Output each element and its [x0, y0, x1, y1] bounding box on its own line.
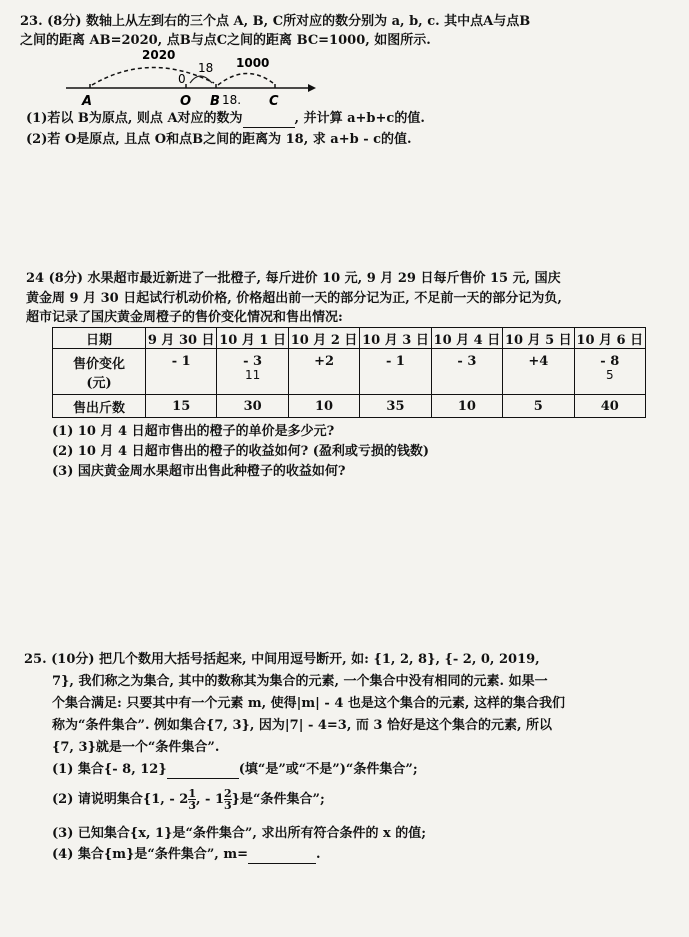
price-change-value: - 1: [385, 354, 405, 369]
answer-blank-q25-1[interactable]: [167, 761, 239, 779]
label-1000: 1000: [236, 56, 270, 70]
table-row-price-change: [53, 349, 646, 395]
answer-blank-q25-4[interactable]: [248, 846, 316, 864]
table-cell-price-change: [503, 349, 574, 395]
table-cell-sold: 15: [146, 395, 217, 418]
table-cell-sold: 35: [360, 395, 431, 418]
fraction-numerator: 1: [188, 787, 196, 800]
q25-part-1: [52, 761, 418, 779]
q25-line-1: 25. (10分) 把几个数用大括号括起来, 中间用逗号断开, 如: {1, 2, 8}, {- 2, 0, 2019,: [24, 652, 540, 667]
price-change-value: - 1: [171, 354, 191, 369]
table-cell-date: 10 月 2 日: [288, 328, 359, 349]
fraction-denominator: 3: [224, 799, 232, 812]
label-18-hand: 18.: [222, 93, 242, 107]
q25-part-1-text-b: (填“是”或“不是”)“条件集合”;: [238, 762, 418, 777]
table-cell-date: 10 月 5 日: [503, 328, 574, 349]
q23-line-1: 23. (8分) 数轴上从左到右的三个点 A, B, C所对应的数分别为 a, b, c. 其中点A与点B: [20, 14, 531, 29]
q24-part-2: (2) 10 月 4 日超市售出的橙子的收益如何? (盈利或亏损的钱数): [52, 444, 430, 459]
point-a-label: A: [82, 94, 93, 109]
q25-line-4: 称为“条件集合”. 例如集合{7, 3}, 因为|7| - 4=3, 而 3 恰好是这个集合的元素, 所以: [52, 718, 553, 733]
handwritten-mark: 11: [244, 368, 261, 382]
handwritten-mark: 5: [605, 368, 614, 382]
table-header-sold: 售出斤数: [53, 395, 146, 418]
table-header-price-change: [53, 349, 146, 395]
sales-table: [52, 327, 646, 418]
price-change-unit: (元): [86, 375, 112, 391]
q24-part-1: (1) 10 月 4 日超市售出的橙子的单价是多少元?: [52, 424, 335, 439]
q25-part-4-text-a: (4) 集合{m}是“条件集合”, m=: [52, 847, 249, 862]
label-18-arc: 18: [198, 61, 214, 75]
answer-blank-q23-1[interactable]: [243, 110, 295, 128]
label-0-hand: 0: [178, 72, 186, 86]
table-cell-sold: 30: [217, 395, 288, 418]
table-header-date: 日期: [53, 328, 146, 349]
table-cell-date: 10 月 1 日: [217, 328, 288, 349]
arc-bc: [218, 73, 273, 85]
q23-line-2: 之间的距离 AB=2020, 点B与点C之间的距离 BC=1000, 如图所示.: [20, 33, 431, 48]
q25-part-3: (3) 已知集合{x, 1}是“条件集合”, 求出所有符合条件的 x 的值;: [52, 826, 427, 841]
table-cell-price-change: [217, 349, 288, 395]
point-o-label: O: [180, 94, 192, 109]
q25-part-2-text-mid: , - 1: [195, 792, 224, 807]
fraction-numerator: 2: [224, 787, 232, 800]
arc-ab: [92, 67, 214, 85]
table-cell-date: 10 月 3 日: [360, 328, 431, 349]
q23-part-2: (2)若 O是原点, 且点 O和点B之间的距离为 18, 求 a+b - c的值.: [26, 132, 412, 147]
q25-part-1-text-a: (1) 集合{- 8, 12}: [52, 762, 167, 777]
table-cell-sold: 10: [288, 395, 359, 418]
table-cell-date: 9 月 30 日: [146, 328, 217, 349]
table-cell-sold: 10: [431, 395, 502, 418]
fraction-denominator: 3: [188, 799, 196, 812]
table-cell-price-change: [288, 349, 359, 395]
q25-part-4-text-b: .: [316, 847, 321, 862]
point-b-label: B: [210, 94, 220, 109]
price-change-value: - 8: [600, 354, 620, 369]
price-change-value: - 3: [457, 354, 477, 369]
table-cell-sold: 40: [574, 395, 645, 418]
table-cell-date: 10 月 6 日: [574, 328, 645, 349]
price-change-label: 售价变化: [72, 356, 125, 372]
q25-line-5: {7, 3}就是一个“条件集合”.: [52, 740, 220, 755]
q23-part-1-text-a: (1)若以 B为原点, 则点 A对应的数为: [26, 111, 243, 126]
price-change-value: +2: [314, 354, 335, 369]
price-change-value: - 3: [243, 354, 263, 369]
table-cell-sold: 5: [503, 395, 574, 418]
table-cell-price-change: [146, 349, 217, 395]
q25-line-3: 个集合满足: 只要其中有一个元素 m, 使得|m| - 4 也是这个集合的元素, 这样的集合我们: [52, 696, 565, 711]
q23-part-1: [26, 110, 425, 128]
q24-line-3: 超市记录了国庆黄金周橙子的售价变化情况和售出情况:: [26, 310, 343, 325]
q23-part-1-text-b: , 并计算 a+b+c的值.: [294, 111, 425, 126]
table-row-sold: [53, 395, 646, 418]
table-row-dates: [53, 328, 646, 349]
q25-line-2: 7}, 我们称之为集合, 其中的数称其为集合的元素, 一个集合中没有相同的元素. 如果一: [52, 674, 548, 689]
label-2020: 2020: [142, 48, 176, 62]
q24-line-2: 黄金周 9 月 30 日起试行机动价格, 价格超出前一天的部分记为正, 不足前一天的部分记为负,: [26, 291, 562, 306]
table-cell-price-change: [431, 349, 502, 395]
table-cell-date: 10 月 4 日: [431, 328, 502, 349]
axis-arrow: [308, 84, 316, 92]
fraction-two-thirds: [224, 788, 232, 811]
q25-part-2: [52, 788, 325, 812]
q25-part-4: [52, 846, 321, 864]
q24-line-1: 24 (8分) 水果超市最近新进了一批橙子, 每斤进价 10 元, 9 月 29 日每斤售价 15 元, 国庆: [26, 271, 561, 286]
q25-part-2-text-b: }是“条件集合”;: [231, 792, 325, 807]
q25-part-2-text-a: (2) 请说明集合{1, - 2: [52, 792, 189, 807]
table-cell-price-change: [574, 349, 645, 395]
table-cell-price-change: [360, 349, 431, 395]
fraction-one-third: [188, 788, 196, 811]
price-change-value: +4: [528, 354, 549, 369]
q24-part-3: (3) 国庆黄金周水果超市出售此种橙子的收益如何?: [52, 464, 346, 479]
point-c-label: C: [269, 94, 279, 109]
